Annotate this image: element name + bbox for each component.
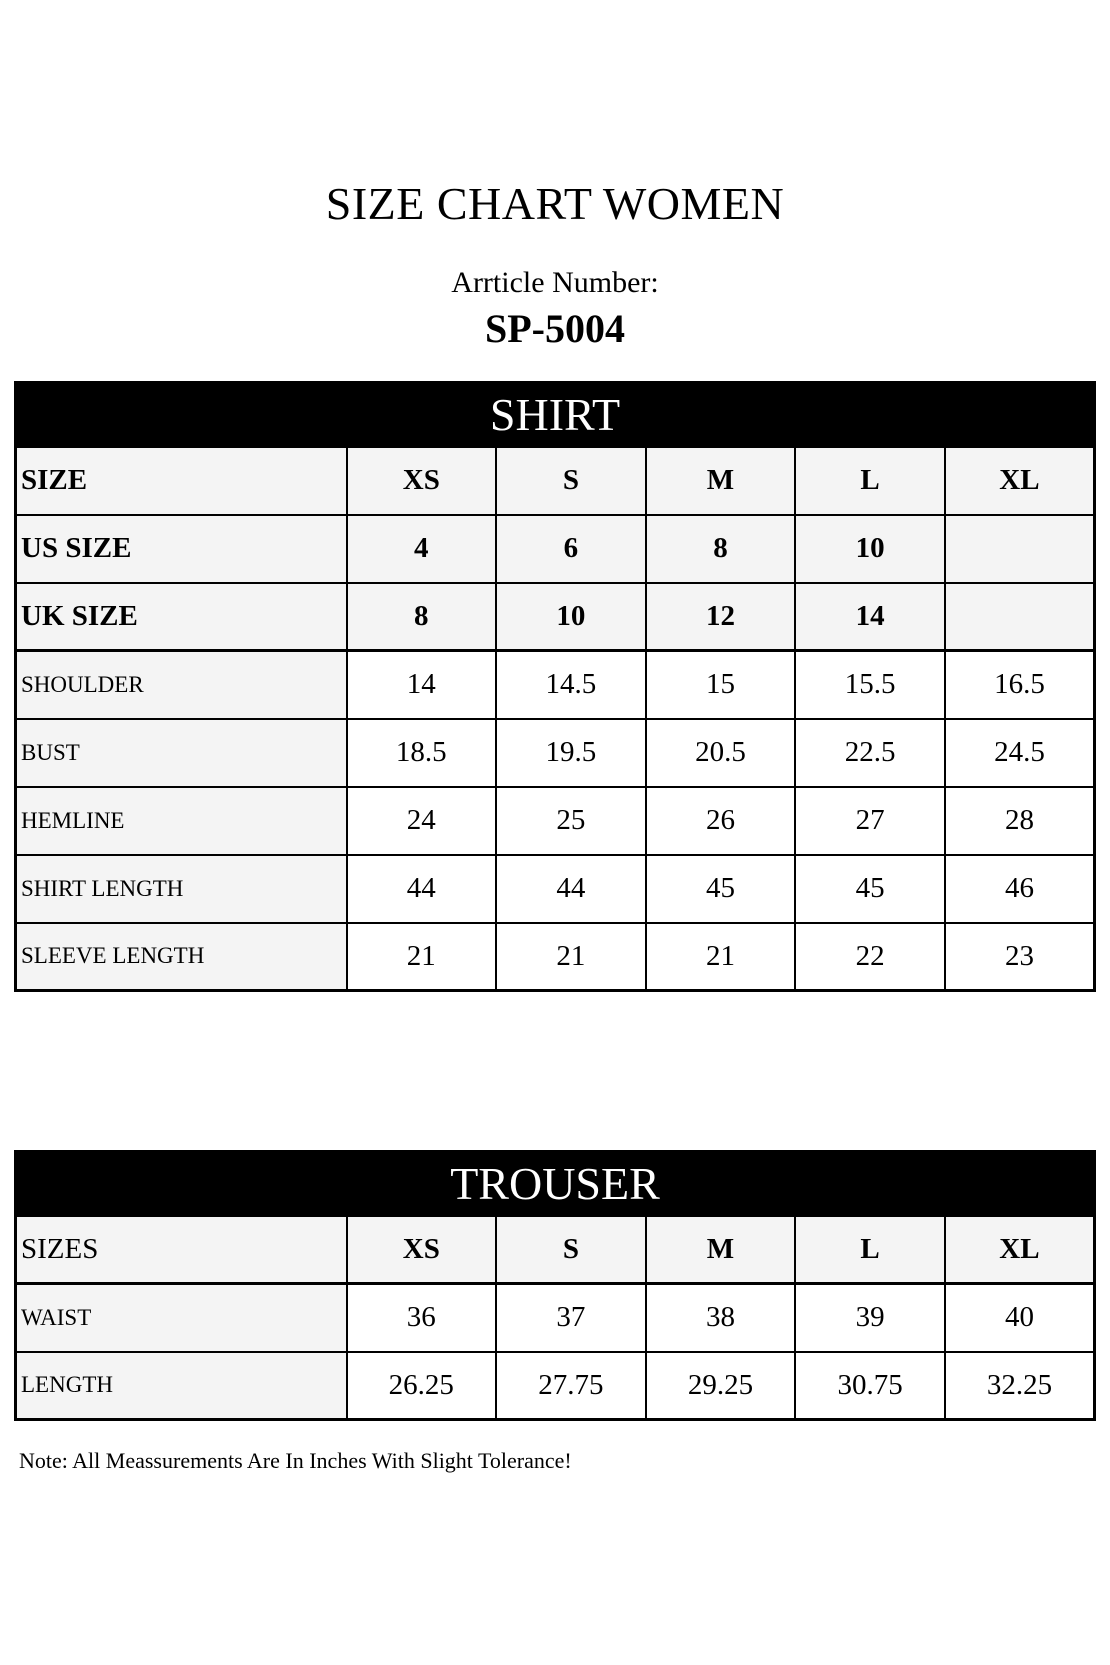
table-cell: 40: [945, 1284, 1095, 1352]
table-cell: 10: [496, 583, 646, 651]
table-cell: 14.5: [496, 651, 646, 719]
table-cell: 26: [646, 787, 796, 855]
header-cell: S: [496, 1216, 646, 1284]
trouser-table-banner: [16, 1152, 1095, 1216]
table-row: [16, 719, 1095, 787]
table-row: [16, 1284, 1095, 1352]
table-cell: 25: [496, 787, 646, 855]
table-cell: 22.5: [795, 719, 945, 787]
table-row: [16, 923, 1095, 991]
page-title: SIZE CHART WOMEN: [325, 178, 785, 229]
table-cell: 37: [496, 1284, 646, 1352]
header-cell: L: [795, 447, 945, 515]
row-label: US SIZE: [16, 515, 347, 583]
table-cell: 20.5: [646, 719, 796, 787]
row-label: WAIST: [16, 1284, 347, 1352]
article-number: SP-5004: [485, 306, 625, 351]
trouser-size-table: [14, 1150, 1096, 1421]
shirt-header-row: [16, 447, 1095, 515]
table-cell: 46: [945, 855, 1095, 923]
header-cell: L: [795, 1216, 945, 1284]
table-row: [16, 787, 1095, 855]
table-row: [16, 1352, 1095, 1420]
table-cell: 24: [347, 787, 497, 855]
table-cell: 44: [496, 855, 646, 923]
table-cell: 15.5: [795, 651, 945, 719]
article-number-label: Arrticle Number:: [451, 266, 659, 299]
header-cell: SIZES: [16, 1216, 347, 1284]
table-cell: 38: [646, 1284, 796, 1352]
row-label: SHIRT LENGTH: [16, 855, 347, 923]
table-cell: 4: [347, 515, 497, 583]
header-cell: M: [646, 447, 796, 515]
header-cell: XS: [347, 447, 497, 515]
header-cell: S: [496, 447, 646, 515]
table-cell: 23: [945, 923, 1095, 991]
header-cell: XL: [945, 447, 1095, 515]
table-cell: 45: [646, 855, 796, 923]
table-cell: 8: [646, 515, 796, 583]
row-label: SLEEVE LENGTH: [16, 923, 347, 991]
table-cell: 27: [795, 787, 945, 855]
table-cell: 10: [795, 515, 945, 583]
table-cell: 15: [646, 651, 796, 719]
shirt-table-banner: [16, 383, 1095, 447]
table-cell: 8: [347, 583, 497, 651]
table-cell: [945, 515, 1095, 583]
shirt-table-title: SHIRT: [16, 383, 1095, 447]
table-cell: 28: [945, 787, 1095, 855]
table-cell: [945, 583, 1095, 651]
table-cell: 6: [496, 515, 646, 583]
table-row: [16, 855, 1095, 923]
table-cell: 32.25: [945, 1352, 1095, 1420]
header-cell: SIZE: [16, 447, 347, 515]
table-cell: 21: [646, 923, 796, 991]
table-row: [16, 583, 1095, 651]
table-cell: 45: [795, 855, 945, 923]
table-cell: 18.5: [347, 719, 497, 787]
row-label: HEMLINE: [16, 787, 347, 855]
row-label: SHOULDER: [16, 651, 347, 719]
table-cell: 27.75: [496, 1352, 646, 1420]
header-cell: XL: [945, 1216, 1095, 1284]
shirt-size-table: [14, 381, 1096, 992]
table-cell: 30.75: [795, 1352, 945, 1420]
table-cell: 29.25: [646, 1352, 796, 1420]
table-cell: 14: [795, 583, 945, 651]
table-cell: 19.5: [496, 719, 646, 787]
measurement-note: Note: All Meassurements Are In Inches With Slight Tolerance!: [19, 1448, 572, 1473]
table-row: [16, 651, 1095, 719]
trouser-header-row: [16, 1216, 1095, 1284]
header-cell: M: [646, 1216, 796, 1284]
table-cell: 44: [347, 855, 497, 923]
table-row: [16, 515, 1095, 583]
row-label: LENGTH: [16, 1352, 347, 1420]
trouser-table-title: TROUSER: [16, 1152, 1095, 1216]
table-cell: 26.25: [347, 1352, 497, 1420]
row-label: UK SIZE: [16, 583, 347, 651]
row-label: BUST: [16, 719, 347, 787]
table-cell: 12: [646, 583, 796, 651]
table-cell: 36: [347, 1284, 497, 1352]
table-cell: 24.5: [945, 719, 1095, 787]
table-cell: 21: [496, 923, 646, 991]
header-cell: XS: [347, 1216, 497, 1284]
table-cell: 39: [795, 1284, 945, 1352]
table-cell: 16.5: [945, 651, 1095, 719]
table-cell: 22: [795, 923, 945, 991]
table-cell: 21: [347, 923, 497, 991]
table-cell: 14: [347, 651, 497, 719]
